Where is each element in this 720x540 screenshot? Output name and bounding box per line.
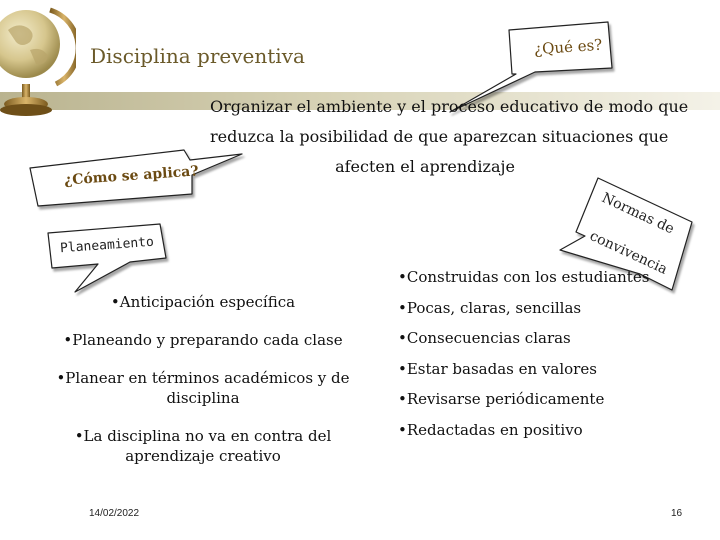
planning-bullet-list [28,292,378,484]
callout-planning: Planeamiento [59,234,155,257]
list-item: •Anticipación específica [110,293,296,311]
list-item: •Redactadas en positivo [398,420,583,439]
list-item: •Estar basadas en valores [398,359,597,378]
definition-line: Organizar el ambiente y el proceso educativo de modo que [210,97,689,116]
list-item: •Revisarse periódicamente [398,390,605,408]
definition-text [210,92,689,182]
norms-bullet-list [398,262,698,445]
callout-how: ¿Cómo se aplica? [63,163,200,189]
list-item: •Planear en términos académicos y de disciplina [56,369,350,407]
list-item: •Planeando y preparando cada clase [63,331,343,349]
list-item: •Pocas, claras, sencillas [398,298,582,317]
list-item: •Construidas con los estudiantes [398,268,650,286]
callout-norms-line2: convivencia [587,228,670,278]
page-number: 16 [671,508,683,519]
list-item: •La disciplina no va en contra del aprendizaje creativo [74,427,332,465]
footer-date: 14/02/2022 [89,508,140,519]
callout-what: ¿Qué es? [533,35,603,59]
callout-norms-line1: Normas de [599,190,677,238]
slide-title: Disciplina preventiva [90,44,305,68]
definition-line: reduzca la posibilidad de que aparezcan situaciones que [210,127,669,146]
list-item: •Consecuencias claras [398,329,571,347]
definition-line: afecten el aprendizaje [335,157,515,176]
